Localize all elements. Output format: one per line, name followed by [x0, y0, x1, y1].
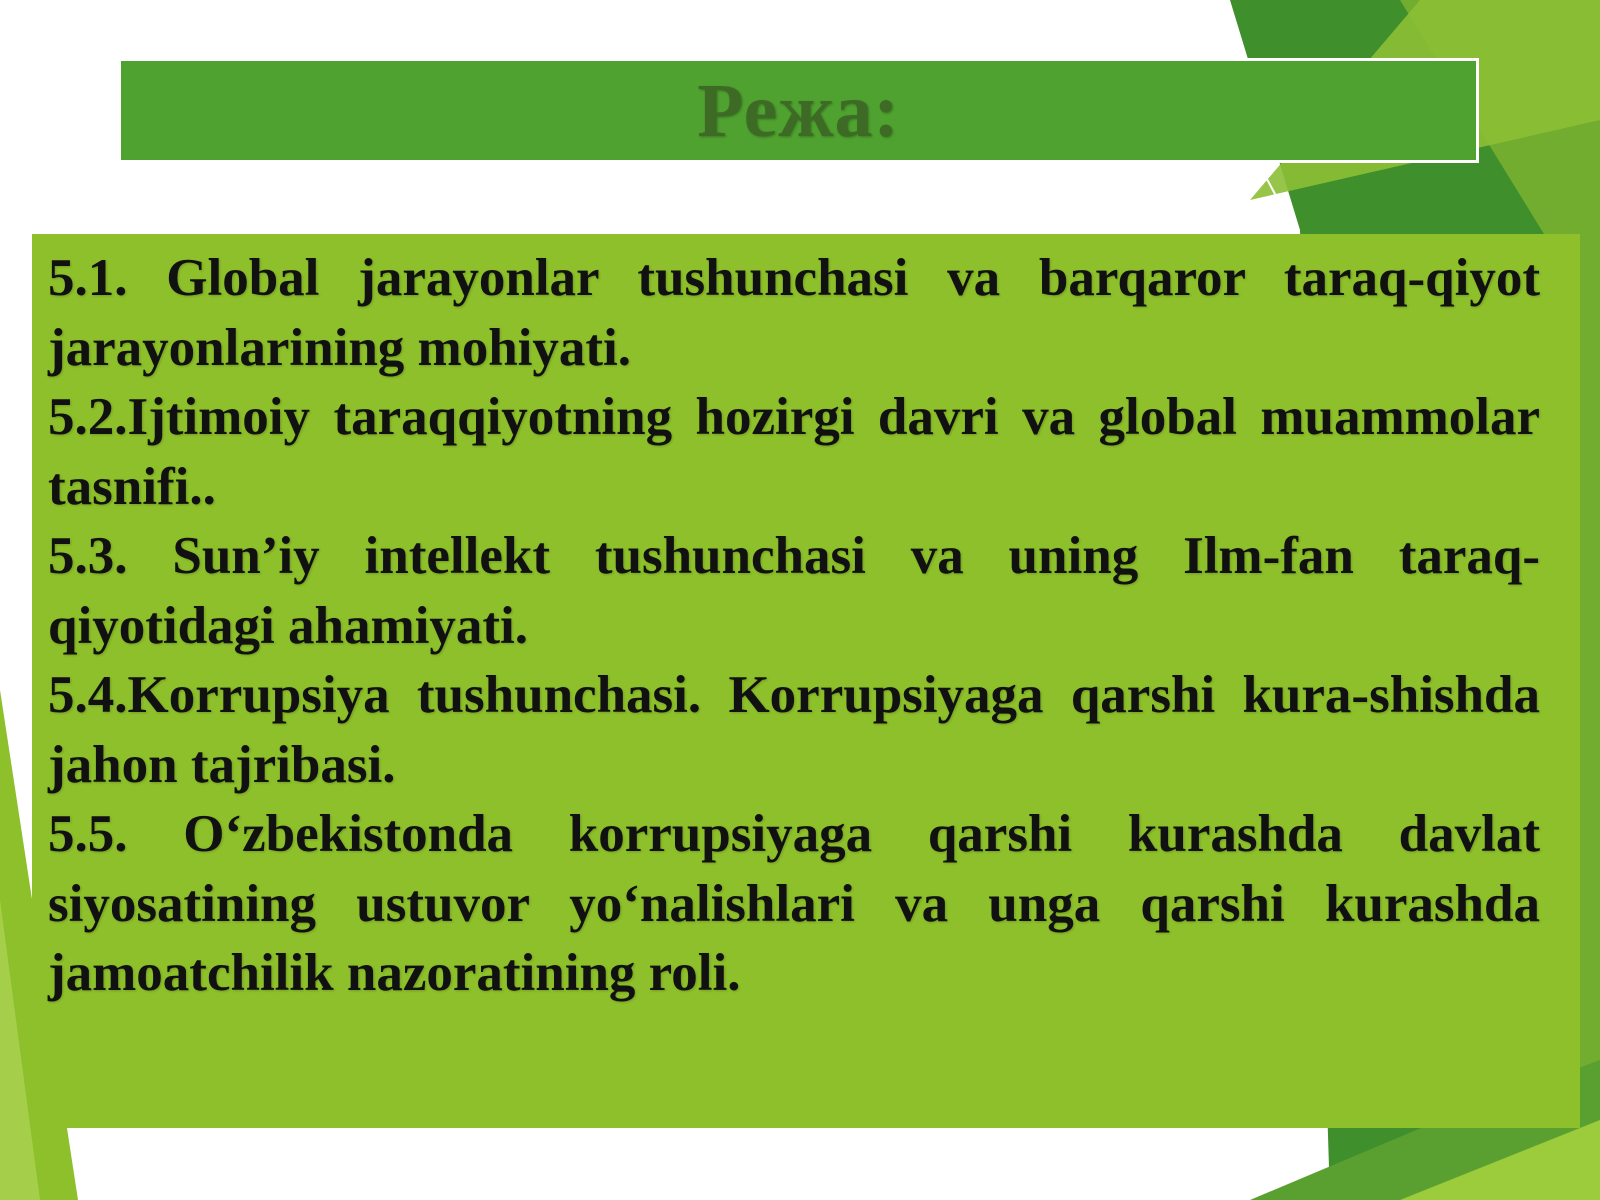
title-bar	[118, 58, 1479, 163]
plan-item-5-2: 5.2.Ijtimoiy taraqqiyotning hozirgi davri va global muammolar tasnifi..	[48, 388, 1540, 516]
plan-item-5-4: 5.4.Korrupsiya tushunchasi. Korrupsiyaga qarshi kura-shishda jahon tajribasi.	[48, 666, 1540, 794]
plan-content-box	[32, 234, 1580, 1128]
plan-item-5-5: 5.5. O‘zbekistonda korrupsiyaga qarshi kurashda davlat siyosatining ustuvor yo‘nalishlari va unga qarshi kurashda jamoatchilik nazoratining roli.	[48, 805, 1540, 1002]
plan-item-5-3: 5.3. Sun’iy intellekt tushunchasi va uning Ilm-fan taraq-qiyotidagi ahamiyati.	[48, 527, 1540, 655]
plan-list	[48, 244, 1540, 1009]
plan-item-5-1: 5.1. Global jarayonlar tushunchasi va barqaror taraq-qiyot jarayonlarining mohiyati.	[48, 249, 1540, 377]
slide-title: Режа:	[697, 68, 900, 153]
